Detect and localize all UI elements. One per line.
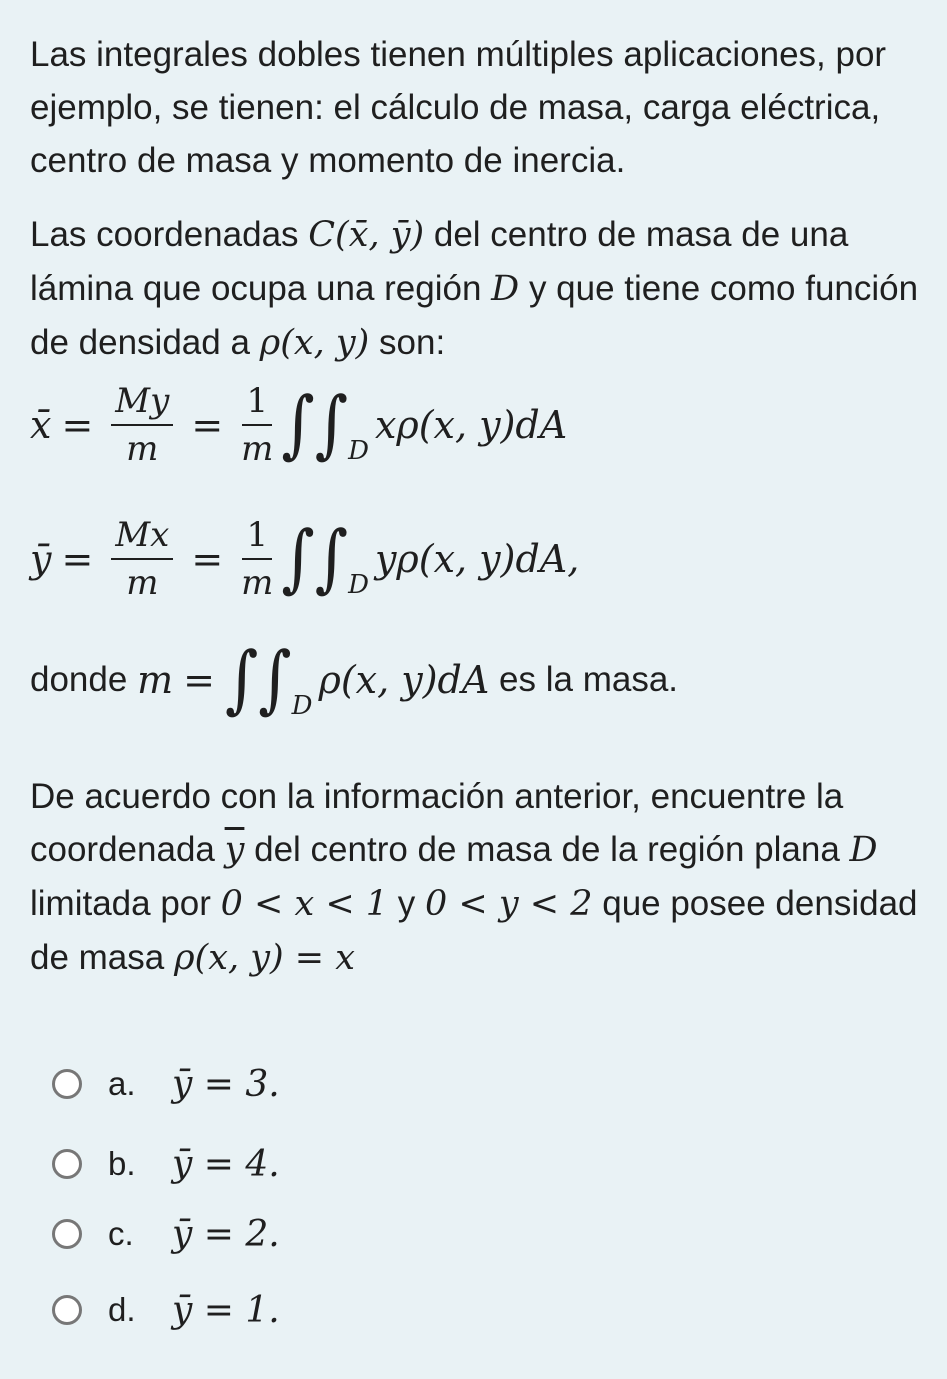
formula-mass — [30, 637, 679, 723]
double-integral-symbol: ∫∫ — [281, 382, 349, 468]
integral-region-subscript: D — [291, 691, 313, 721]
xbar-lhs: x̄ — [30, 403, 52, 447]
mass-suffix: es la masa. — [489, 660, 679, 699]
integral-region-subscript: D — [348, 570, 369, 600]
double-integral-symbol: ∫∫ — [281, 516, 349, 602]
formula-xbar — [30, 381, 568, 469]
intro-paragraph — [30, 28, 920, 187]
question-text-2: del centro de masa de la región plana — [244, 830, 850, 869]
radio-button[interactable] — [52, 1295, 82, 1325]
radio-button[interactable] — [52, 1069, 82, 1099]
fraction-1-m — [241, 381, 274, 469]
ybar-symbol: $\overline{y}$ — [224, 830, 245, 870]
fraction-1-m — [241, 515, 274, 603]
equals-sign: = — [191, 403, 224, 447]
y-condition: 0 < y < 2 — [425, 884, 593, 924]
mass-prefix: donde — [30, 660, 138, 699]
option-value: ȳ = 4. — [172, 1143, 280, 1185]
question-paragraph — [30, 770, 920, 985]
definition-text-1: Las coordenadas — [30, 215, 309, 254]
option-value: ȳ = 1. — [172, 1289, 280, 1331]
option-a[interactable] — [52, 1054, 280, 1114]
xbar-integrand: xρ(x, y)dA — [374, 403, 568, 447]
ybar-integrand: yρ(x, y)dA, — [374, 537, 580, 581]
density-function: ρ(x, y) — [259, 323, 370, 363]
definition-text-2: del centro de masa de una lámina que ocupa una región — [30, 215, 849, 308]
equals-sign: = — [61, 537, 94, 581]
region-symbol: D — [491, 269, 520, 309]
fraction-denominator: m — [126, 429, 159, 469]
fraction-numerator: My — [111, 384, 173, 426]
x-condition: 0 < x < 1 — [220, 884, 389, 924]
option-letter: c. — [108, 1215, 134, 1252]
center-coordinates: C(x̄, ȳ) — [308, 215, 425, 255]
question-text-1: De acuerdo con la información anterior, encuentre la coordenada — [30, 777, 844, 869]
radio-button[interactable] — [52, 1219, 82, 1249]
option-value: ȳ = 2. — [172, 1213, 280, 1255]
definition-text-3: y que tiene como función de densidad a — [30, 269, 919, 362]
question-text-5: que posee densidad de masa — [30, 884, 918, 977]
option-c[interactable] — [52, 1204, 280, 1264]
option-letter: d. — [108, 1291, 136, 1328]
fraction-numerator: Mx — [111, 518, 173, 560]
equals-sign: = — [61, 403, 94, 447]
intro-text: Las integrales dobles tienen múltiples aplicaciones, por ejemplo, se tienen: el cálculo de masa, carga eléctrica, centro de masa y momento de inercia. — [30, 35, 887, 180]
formula-ybar — [30, 515, 580, 603]
equals-sign: = — [183, 658, 215, 702]
radio-button[interactable] — [52, 1149, 82, 1179]
mass-integrand: ρ(x, y)dA — [318, 658, 490, 702]
mass-lhs: m — [137, 658, 174, 702]
double-integral-symbol: ∫∫ — [224, 637, 292, 723]
fraction-my-m — [111, 381, 173, 469]
definition-paragraph — [30, 208, 920, 370]
question-text-3: limitada por — [30, 884, 221, 923]
fraction-numerator: 1 — [242, 384, 272, 426]
fraction-denominator: m — [126, 563, 159, 603]
option-value: ȳ = 3. — [172, 1063, 280, 1105]
fraction-numerator: 1 — [242, 518, 272, 560]
option-d[interactable] — [52, 1280, 280, 1340]
equals-sign: = — [191, 537, 224, 581]
region-symbol: D — [849, 830, 878, 870]
fraction-denominator: m — [241, 563, 274, 603]
option-b[interactable] — [52, 1134, 280, 1194]
definition-text-4: son: — [369, 323, 446, 362]
fraction-denominator: m — [241, 429, 274, 469]
option-letter: a. — [108, 1065, 136, 1102]
option-letter: b. — [108, 1145, 136, 1182]
fraction-mx-m — [111, 515, 173, 603]
ybar-lhs: ȳ — [30, 537, 52, 581]
integral-region-subscript: D — [348, 436, 369, 466]
density-definition: ρ(x, y) = x — [173, 938, 355, 978]
question-text-4: y — [388, 884, 426, 923]
